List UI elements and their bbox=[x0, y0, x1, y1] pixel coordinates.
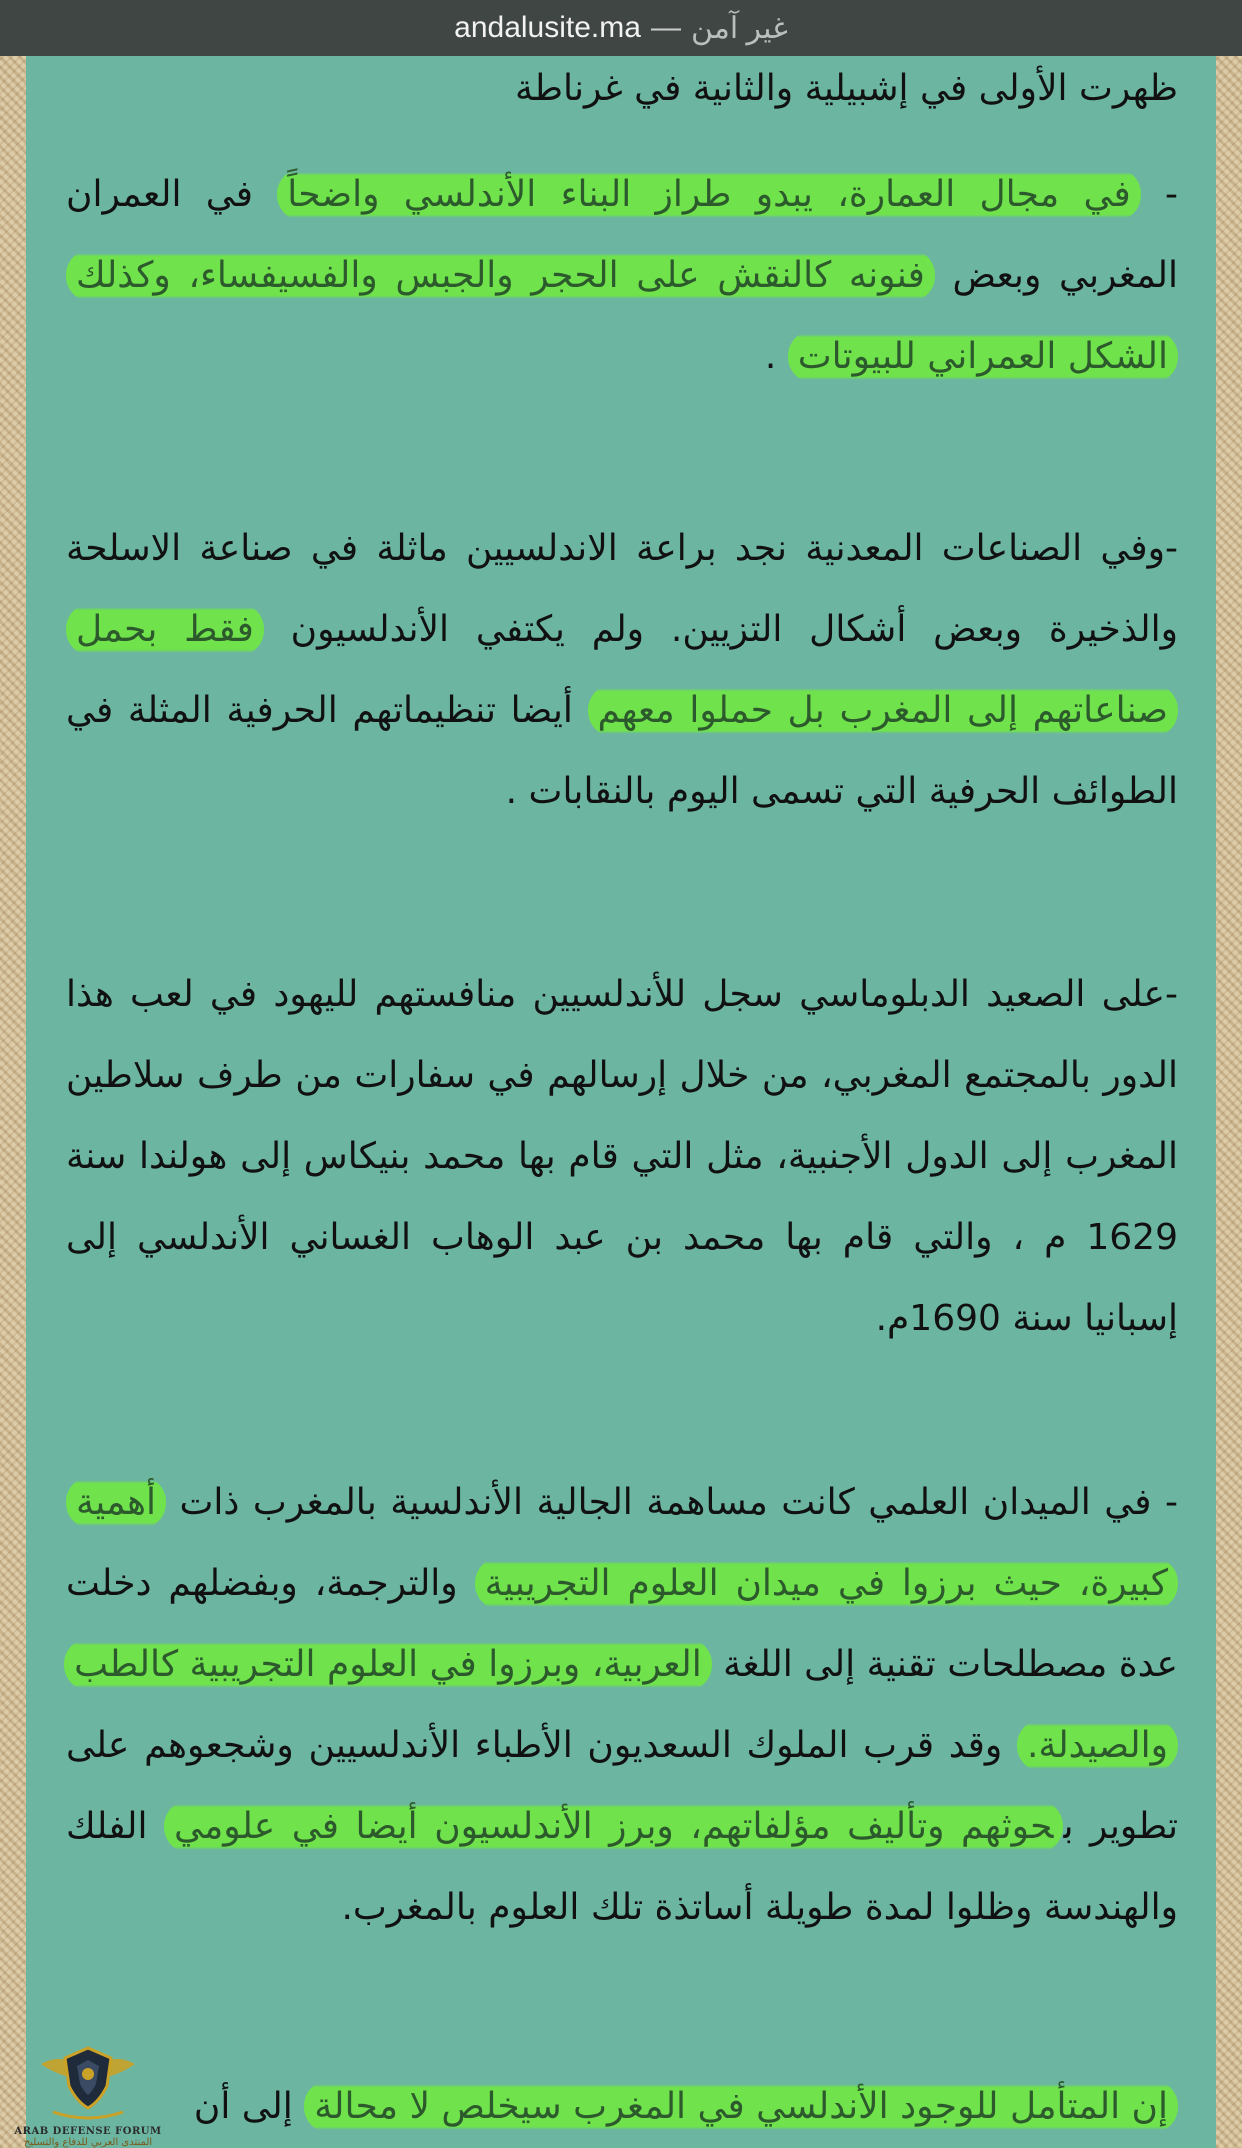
paragraph-text: وقد قرب الملوك السعديون الأطباء الأندلسيين وشجعوهم على تطوير ب bbox=[66, 1725, 1178, 1847]
left-border-texture bbox=[0, 0, 26, 2148]
paragraph-conclusion bbox=[66, 2066, 1178, 2147]
forum-watermark-logo bbox=[8, 1998, 168, 2148]
paragraph-text: . bbox=[764, 336, 788, 377]
paragraph-text: في العمران المغربي وبعض bbox=[66, 174, 1178, 296]
paragraph-text: -وفي الصناعات المعدنية نجد براعة الاندلسيين ماثلة في صناعة الاسلحة والذخيرة وبعض أشكال التزيين. ولم يكتفي الأندلسيون bbox=[66, 528, 1178, 650]
highlighted-text: حوثهم وتأليف مؤلفاتهم، وبرز الأندلسيون أيضا في علومي bbox=[164, 1800, 1063, 1853]
paragraph-text: - bbox=[1140, 174, 1179, 215]
highlighted-text: فنونه كالنقش على الحجر والجبس والفسيفساء، وكذلك الشكل العمراني للبيوتات bbox=[66, 249, 1178, 383]
watermark-name: ARAB DEFENSE FORUM bbox=[14, 2126, 162, 2137]
highlighted-text: في مجال العمارة، يبدو طراز البناء الأندلسي واضحاً bbox=[277, 168, 1140, 221]
paragraph-intro-tail: ظهرت الأولى في إشبيلية والثانية في غرناطة bbox=[515, 68, 1178, 109]
right-border-texture bbox=[1216, 0, 1242, 2148]
highlighted-text: أهمية كبيرة، حيث برزوا في ميدان العلوم التجريبية bbox=[66, 1476, 1178, 1610]
browser-address-bar[interactable] bbox=[0, 0, 1242, 56]
not-secure-label: غير آمن bbox=[690, 11, 788, 45]
paragraph-diplomacy: -على الصعيد الدبلوماسي سجل للأندلسيين منافستهم لليهود في لعب هذا الدور بالمجتمع المغربي، من خلال إرسالهم في سفارات من طرف سلاطين المغرب إلى الدول الأجنبية، مثل التي قام بها محمد بنيكاس إلى هولندا سنة 1629 م ، والتي قام بها محمد بن عبد الوهاب الغساني الأندلسي إلى إسبانيا سنة 1690م. bbox=[66, 974, 1178, 1339]
article-content bbox=[23, 56, 1216, 2148]
address-text[interactable] bbox=[454, 11, 788, 46]
address-separator: — bbox=[650, 11, 681, 44]
paragraph-text: أيضا تنظيماتهم الحرفية المثلة في الطوائف الحرفية التي تسمى اليوم بالنقابات . bbox=[66, 690, 1178, 812]
watermark-subtitle: المنتدى العربي للدفاع والتسليح bbox=[23, 2137, 153, 2148]
paragraph-text: الفلك والهندسة وظلوا لمدة طويلة أساتذة تلك العلوم بالمغرب. bbox=[66, 1806, 1178, 1928]
paragraph-science bbox=[66, 1462, 1178, 1948]
paragraph-text: والترجمة، وبفضلهم دخلت عدة مصطلحات تقنية إلى اللغة bbox=[66, 1563, 1178, 1685]
paragraph-text: - في الميدان العلمي كانت مساهمة الجالية الأندلسية بالمغرب ذات bbox=[165, 1482, 1178, 1523]
domain-label: andalusite.ma bbox=[454, 11, 641, 44]
highlighted-text: العربية، وبرزوا في العلوم التجريبية كالطب والصيدلة. bbox=[64, 1638, 1178, 1772]
highlighted-text: فقط بحمل صناعاتهم إلى المغرب بل حملوا معهم bbox=[66, 603, 1178, 737]
paragraph-metal-industries bbox=[66, 508, 1178, 832]
paragraph-architecture bbox=[66, 154, 1178, 397]
paragraph-text: إلى أن bbox=[193, 2086, 305, 2127]
eagle-shield-icon bbox=[33, 2034, 143, 2124]
highlighted-text: إن المتأمل للوجود الأندلسي في المغرب سيخلص لا محالة bbox=[304, 2080, 1178, 2133]
